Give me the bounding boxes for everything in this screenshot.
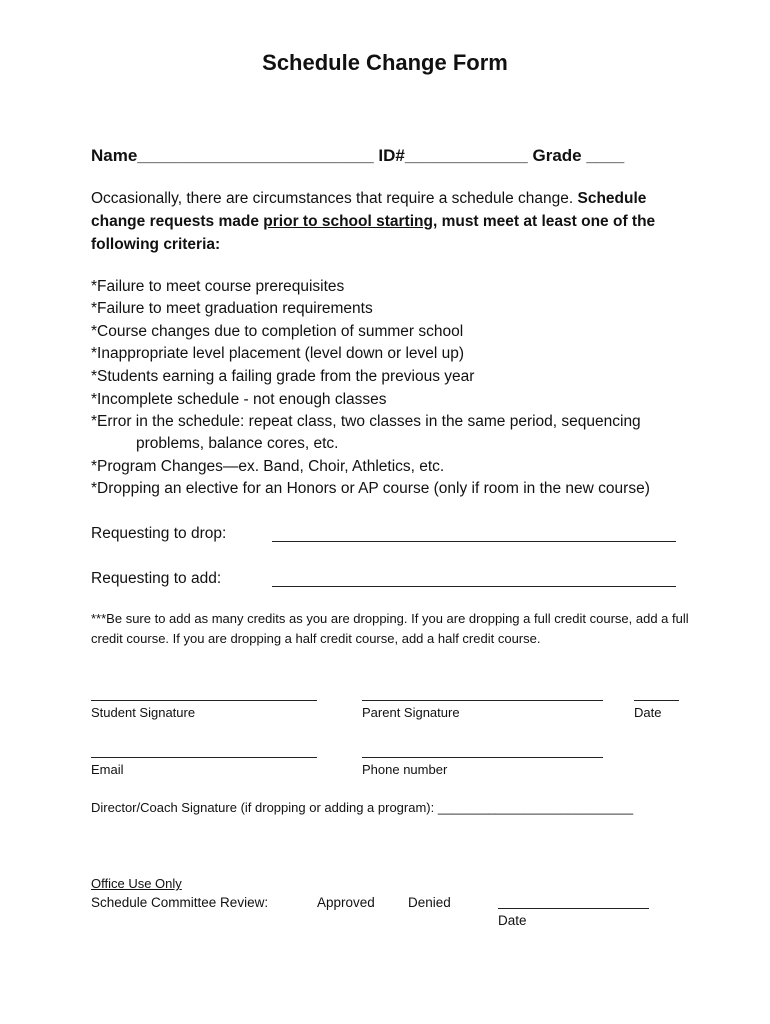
intro-text: Occasionally, there are circumstances that require a schedule change. [91,190,578,207]
requesting-drop-field[interactable] [272,541,676,542]
criteria-item: *Dropping an elective for an Honors or AP course (only if room in the new course) [91,480,650,497]
criteria-item: *Inappropriate level placement (level down or level up) [91,345,465,362]
criteria-item: *Error in the schedule: repeat class, two classes in the same period, sequencing [91,413,641,430]
credits-note: ***Be sure to add as many credits as you are dropping. If you are dropping a full credit course, add a full credit course. If you are dropping a half credit course, add a half credit course. [91,611,689,646]
date-label: Date [634,705,662,720]
criteria-item: *Students earning a failing grade from the previous year [91,368,475,385]
phone-label: Phone number [362,762,448,777]
criteria-item: *Course changes due to completion of summer school [91,323,464,340]
requesting-add-label: Requesting to add: [91,570,222,587]
student-signature-field[interactable] [91,700,317,701]
requesting-add-field[interactable] [272,586,676,587]
email-field[interactable] [91,757,317,758]
criteria-item: *Failure to meet course prerequisites [91,278,345,295]
student-signature-label: Student Signature [91,705,196,720]
office-date-field[interactable] [498,908,649,909]
approved-option[interactable]: Approved [317,895,375,910]
parent-signature-field[interactable] [362,700,603,701]
requesting-drop-label: Requesting to drop: [91,525,227,542]
date-field[interactable] [634,700,679,701]
email-label: Email [91,762,124,777]
criteria-item: *Incomplete schedule - not enough classes [91,391,387,408]
criteria-item: *Failure to meet graduation requirements [91,300,373,317]
denied-option[interactable]: Denied [408,895,451,910]
page-title: Schedule Change Form [262,50,508,75]
director-signature-line[interactable]: Director/Coach Signature (if dropping or adding a program): ___________________________ [91,800,634,815]
intro-bold-text-2: , must meet at least one of the following criteria: [91,213,656,253]
office-use-heading: Office Use Only [91,876,182,891]
criteria-item-continued: problems, balance cores, etc. [136,435,339,452]
committee-review-label: Schedule Committee Review: [91,895,269,910]
phone-field[interactable] [362,757,603,758]
intro-paragraph [91,187,681,256]
name-id-grade-line[interactable]: Name_________________________ ID#_____________ Grade ____ [91,146,625,165]
criteria-item: *Program Changes—ex. Band, Choir, Athletics, etc. [91,458,445,475]
intro-underlined-text: prior to school starting [263,213,433,230]
parent-signature-label: Parent Signature [362,705,460,720]
office-date-label: Date [498,913,527,928]
intro-bold-text: Schedule change requests made [91,190,647,230]
